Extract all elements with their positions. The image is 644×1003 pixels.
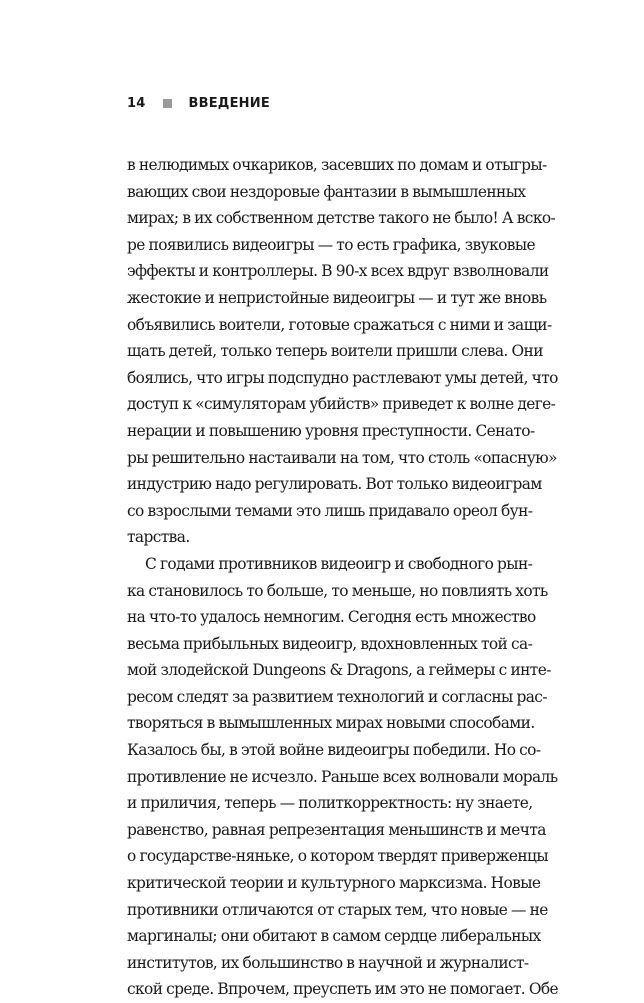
text-line: критической теории и культурного марксизма. Новые — [127, 874, 541, 893]
running-header — [127, 93, 270, 113]
text-line: творяться в вымышленных мирах новыми способами. — [127, 714, 535, 733]
text-line: вающих свои нездоровые фантазии в вымышленных — [127, 182, 526, 201]
text-line: ресом следят за развитием технологий и согласны рас- — [127, 687, 547, 706]
text-line: ры решительно настаивали на том, что столь «опасную» — [127, 448, 557, 467]
text-line: на что-то удалось немногим. Сегодня есть множество — [127, 608, 536, 627]
text-line: противление не исчезло. Раньше всех волновали мораль — [127, 767, 558, 786]
page-number: 14 — [127, 95, 146, 111]
text-line: доступ к «симуляторам убийств» приведет к волне деге- — [127, 395, 556, 414]
paragraph-2 — [127, 551, 559, 1003]
text-line: в нелюдимых очкариков, засевших по домам и отыгры- — [127, 156, 547, 174]
text-line: нерации и повышению уровня преступности. Сенато- — [127, 421, 535, 440]
text-line: эффекты и контроллеры. В 90-х всех вдруг взволновали — [127, 262, 549, 281]
text-line: ской среде. Впрочем, преуспеть им это не помогает. Обе — [127, 980, 559, 999]
text-line: щать детей, только теперь воители пришли слева. Они — [127, 342, 543, 361]
text-line: противники отличаются от старых тем, что новые — не — [127, 900, 548, 919]
text-line: маргиналы; они обитают в самом сердце либеральных — [127, 927, 541, 946]
text-line: ре появились видеоигры — то есть графика, звуковые — [127, 235, 535, 254]
section-title: ВВЕДЕНИЕ — [188, 95, 270, 111]
text-line: тарства. — [127, 528, 190, 547]
text-line: боялись, что игры подспудно растлевают умы детей, что — [127, 368, 558, 387]
text-line: и приличия, теперь — политкорректность: ну знаете, — [127, 794, 533, 813]
body-text — [127, 152, 559, 1003]
text-line: жестокие и непристойные видеоигры — и тут же вновь — [127, 288, 547, 307]
text-line: объявились воители, готовые сражаться с ними и защи- — [127, 315, 552, 334]
square-marker-icon — [163, 99, 172, 108]
text-line: С годами противников видеоигр и свободного рын- — [145, 554, 533, 573]
text-line: мирах; в их собственном детстве такого не было! А вско- — [127, 209, 556, 228]
text-line: Казалось бы, в этой войне видеоигры победили. Но со- — [127, 741, 541, 760]
text-line: о государстве-няньке, о котором твердят приверженцы — [127, 847, 548, 866]
text-line: ка становилось то больше, то меньше, но повлиять хоть — [127, 581, 548, 600]
text-line: равенство, равная репрезентация меньшинств и мечта — [127, 820, 546, 839]
text-line: весьма прибыльных видеоигр, вдохновленных той са- — [127, 634, 533, 653]
paragraph-1 — [127, 152, 558, 551]
text-line: индустрию надо регулировать. Вот только видеоиграм — [127, 475, 542, 494]
text-line: со взрослыми темами это лишь придавало ореол бун- — [127, 501, 533, 520]
text-line: институтов, их большинство в научной и журналист- — [127, 953, 529, 972]
text-line: мой злодейской Dungeons & Dragons, а геймеры с инте- — [127, 661, 551, 680]
